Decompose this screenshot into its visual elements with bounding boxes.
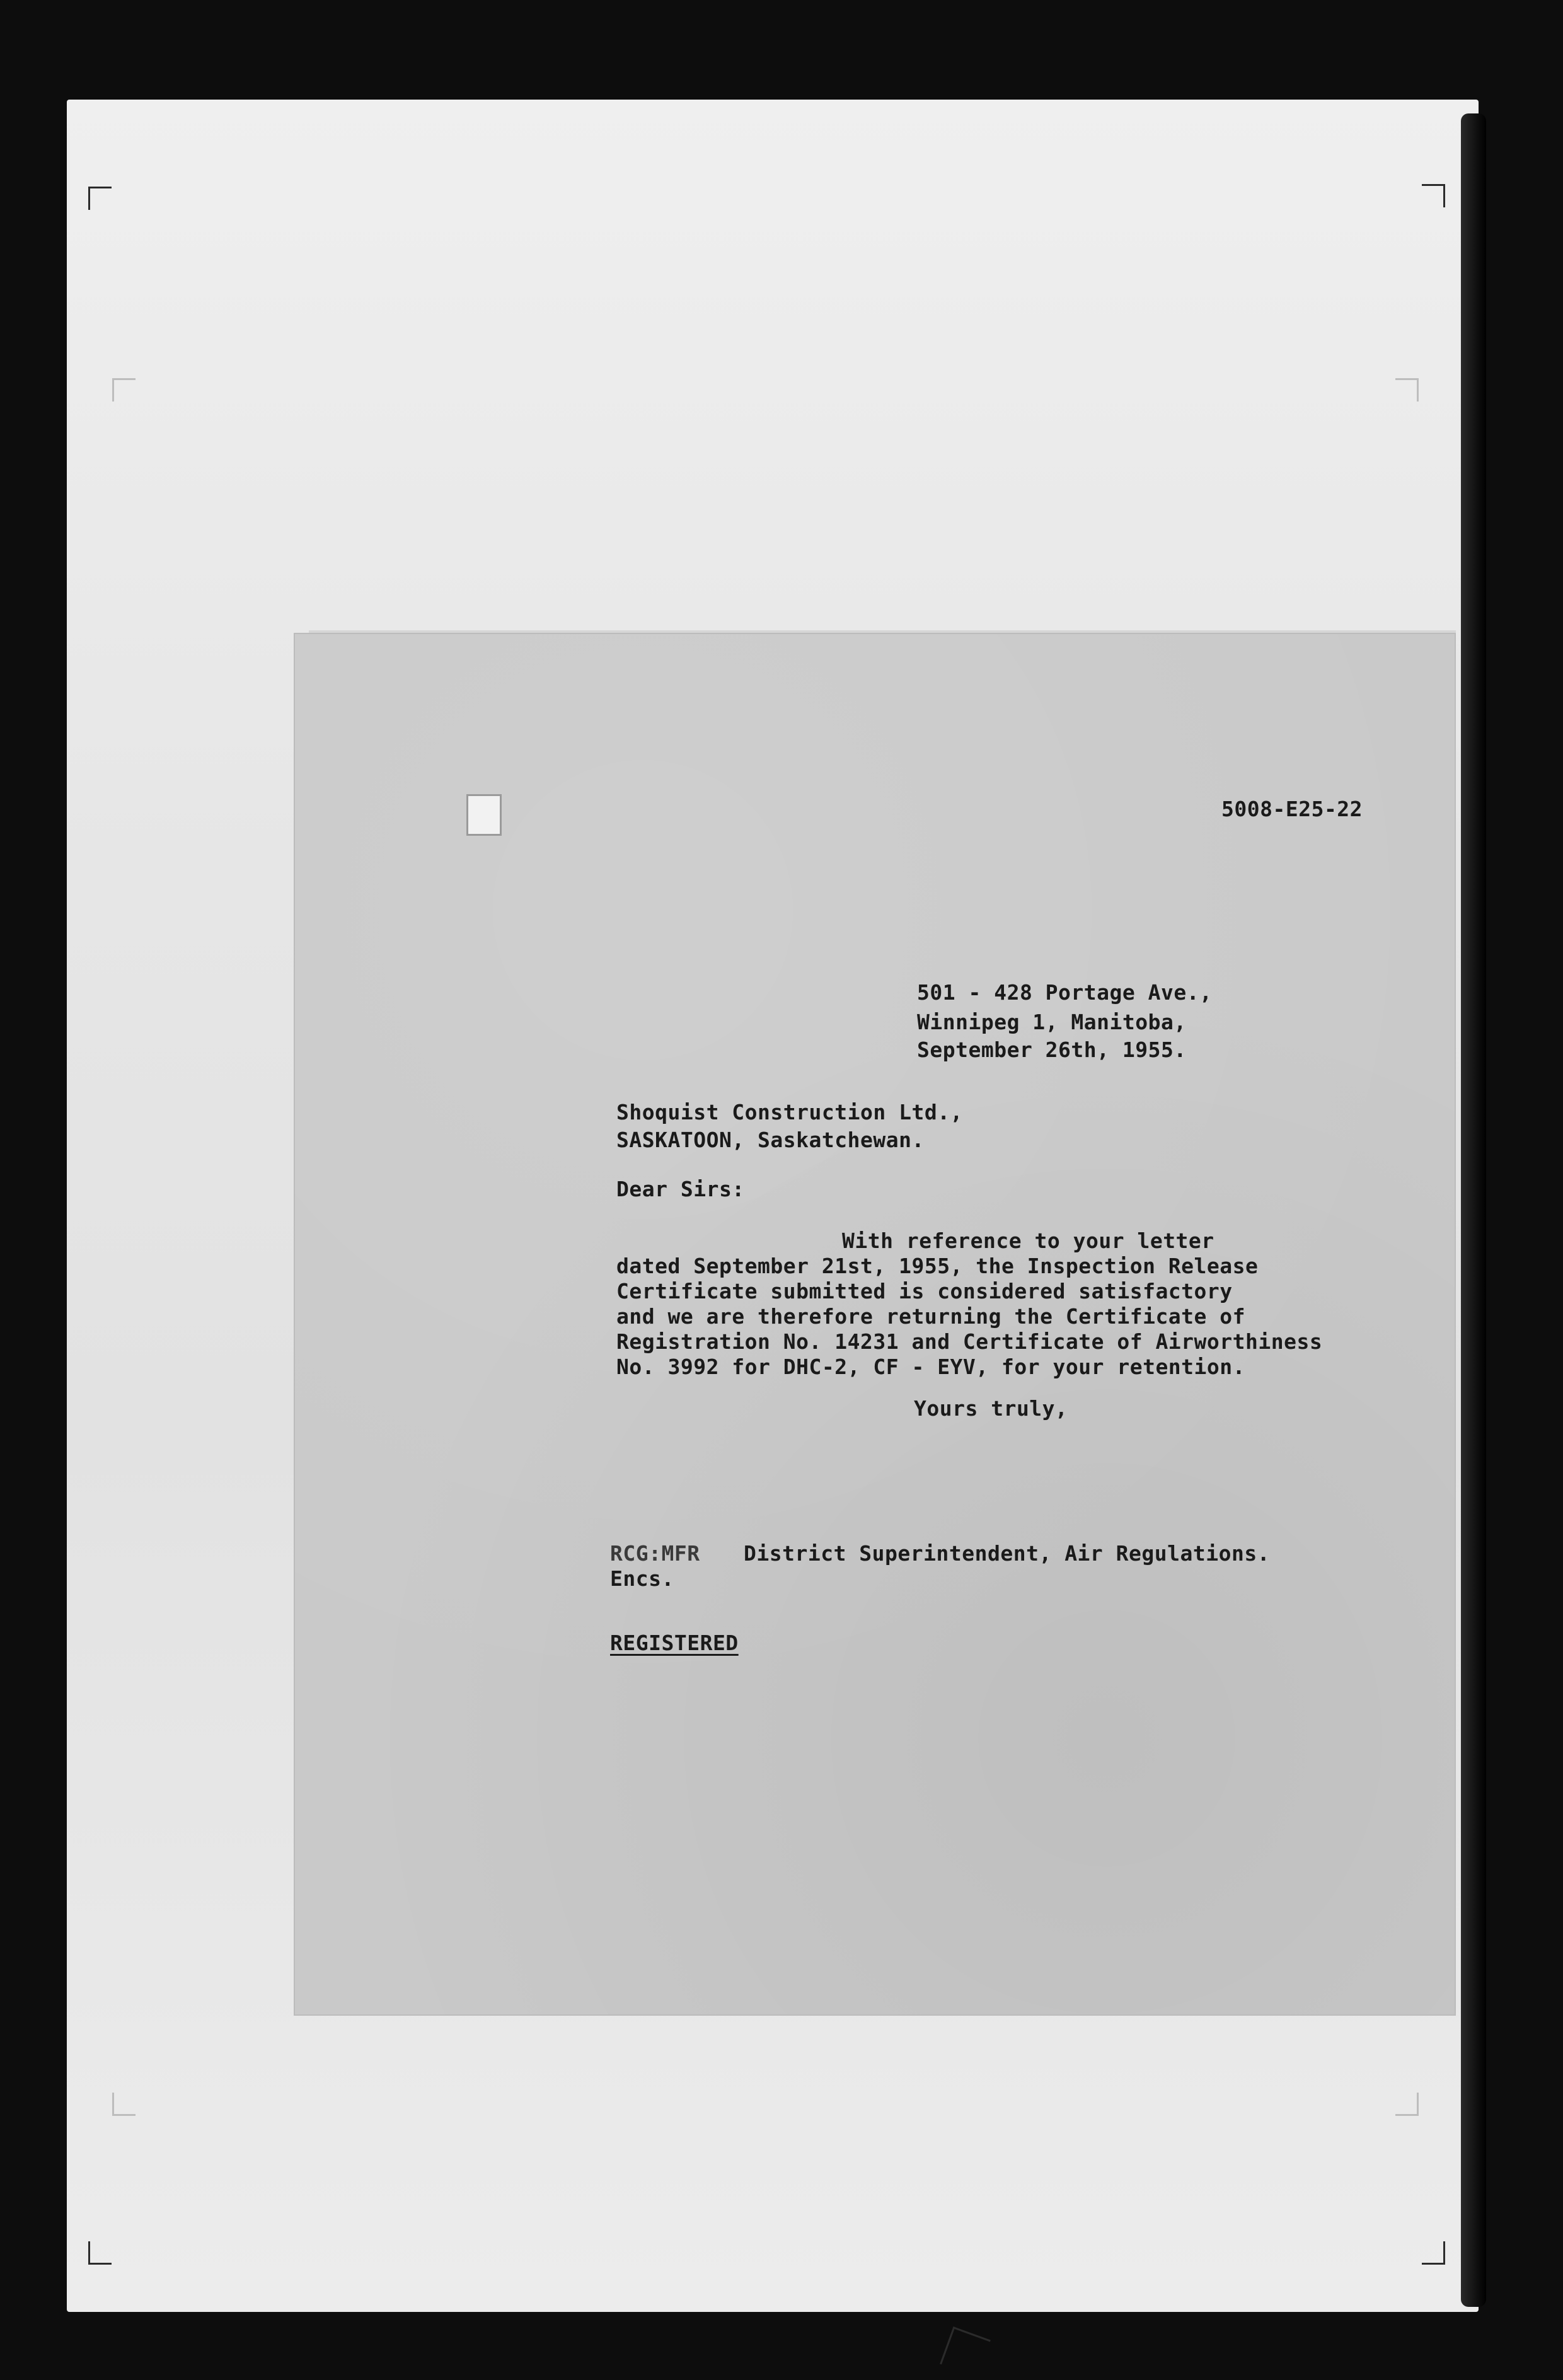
registered-mark: REGISTERED — [610, 1631, 739, 1655]
crop-mark-bottom-right — [1422, 2241, 1445, 2265]
recipient-location: SASKATOON, Saskatchewan. — [616, 1128, 925, 1152]
recipient-name: Shoquist Construction Ltd., — [616, 1100, 963, 1124]
body-line: dated September 21st, 1955, the Inspection Release — [616, 1254, 1259, 1278]
typist-initials: RCG:MFR — [610, 1541, 700, 1566]
body-line: Registration No. 14231 and Certificate of Airworthiness — [616, 1329, 1323, 1354]
salutation: Dear Sirs: — [616, 1177, 745, 1201]
punch-hole — [466, 794, 502, 836]
sender-address-line: 501 - 428 Portage Ave., — [917, 980, 1213, 1005]
body-line: and we are therefore returning the Certificate of — [616, 1304, 1246, 1329]
body-line: Certificate submitted is considered satisfactory — [616, 1279, 1233, 1303]
body-line: No. 3992 for DHC-2, CF - EYV, for your retention. — [616, 1355, 1246, 1379]
closing: Yours truly, — [914, 1396, 1068, 1421]
inner-crop-mark-bottom-left — [112, 2093, 136, 2116]
body-line: With reference to your letter — [842, 1228, 1214, 1253]
crop-mark-top-right — [1422, 184, 1445, 207]
film-edge-shadow — [1461, 113, 1486, 2307]
inner-crop-mark-bottom-right — [1395, 2093, 1419, 2116]
letter-date: September 26th, 1955. — [917, 1037, 1187, 1062]
crop-mark-top-left — [88, 187, 112, 210]
inner-crop-mark-top-right — [1395, 378, 1419, 401]
enclosures-note: Encs. — [610, 1566, 674, 1591]
signature-title: District Superintendent, Air Regulations. — [744, 1541, 1271, 1566]
file-reference: 5008-E25-22 — [1221, 797, 1363, 821]
sender-address-line: Winnipeg 1, Manitoba, — [917, 1010, 1187, 1034]
crop-mark-bottom-left — [88, 2241, 112, 2265]
inner-crop-mark-top-left — [112, 378, 136, 401]
